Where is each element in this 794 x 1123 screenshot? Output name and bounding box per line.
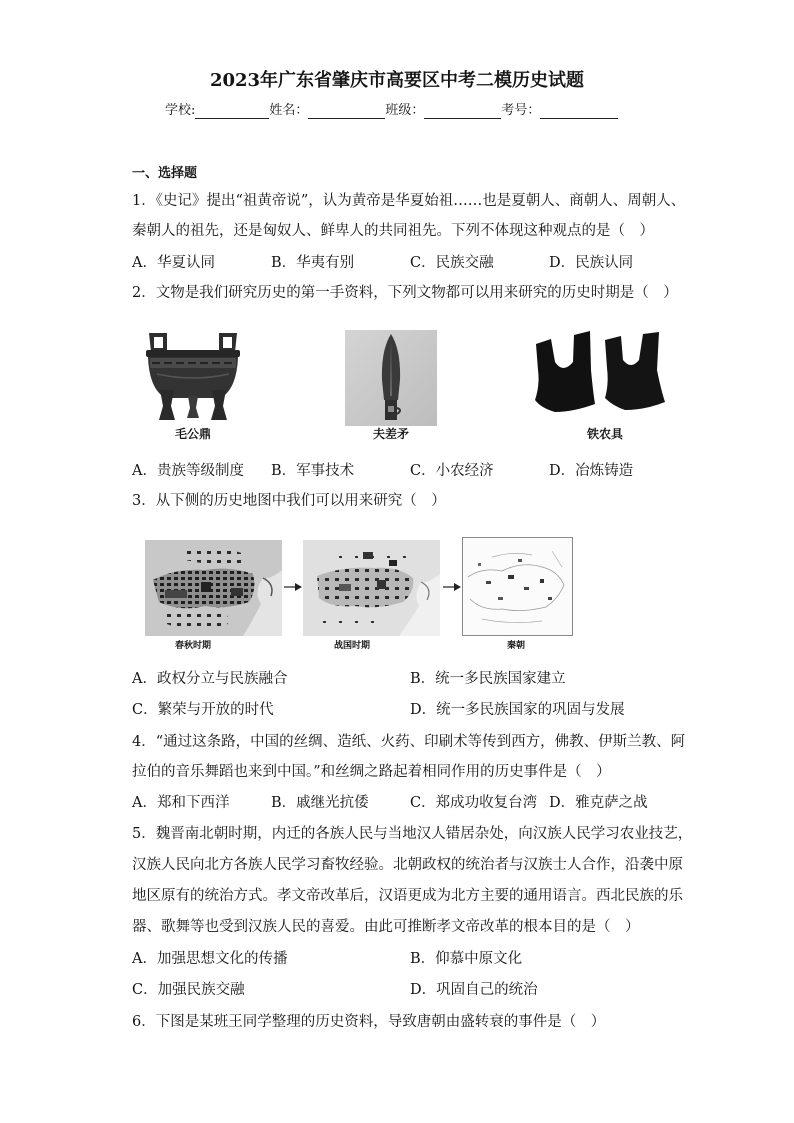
q4-option-d[interactable]: D．雅克萨之战 bbox=[549, 795, 648, 811]
q1-option-c[interactable]: C．民族交融 bbox=[410, 255, 494, 271]
question-1-line-1: 1．《史记》提出“祖黄帝说”，认为黄帝是华夏始祖……也是夏朝人、商朝人、周朝人、 bbox=[132, 193, 686, 209]
q2-option-d[interactable]: D．冶炼铸造 bbox=[549, 463, 634, 479]
class-blank[interactable] bbox=[424, 104, 501, 119]
question-4-line-1: 4．“通过这条路，中国的丝绸、造纸、火药、印刷术等传到西方，佛教、伊斯兰教、阿 bbox=[132, 734, 686, 750]
qin-dynasty-map bbox=[462, 537, 573, 636]
question-5-line-2: 汉族人民向北方各族人民学习畜牧经验。北朝政权的统治者与汉族士人合作，沿袭中原 bbox=[132, 857, 683, 873]
q2-option-b[interactable]: B．军事技术 bbox=[271, 463, 355, 479]
section-heading: 一、选择题 bbox=[132, 166, 198, 181]
mao-gong-ding-image bbox=[143, 330, 243, 422]
school-label: 学校: bbox=[165, 103, 196, 118]
arrow-right-icon bbox=[442, 581, 462, 593]
exam-no-label: 考号： bbox=[501, 103, 541, 118]
fu-chai-spear-caption: 夫差矛 bbox=[372, 427, 409, 441]
spring-autumn-map bbox=[145, 540, 282, 636]
q1-option-a[interactable]: A．华夏认同 bbox=[132, 255, 215, 271]
q5-option-c[interactable]: C．加强民族交融 bbox=[132, 982, 245, 998]
qin-dynasty-caption: 秦朝 bbox=[506, 641, 525, 651]
warring-states-map bbox=[303, 540, 440, 636]
name-blank[interactable] bbox=[308, 104, 385, 119]
class-label: 班级： bbox=[385, 103, 425, 118]
question-2-line-1: 2．文物是我们研究历史的第一手资料，下列文物都可以用来研究的历史时期是（ ） bbox=[132, 285, 678, 301]
q4-option-c[interactable]: C．郑成功收复台湾 bbox=[410, 795, 538, 811]
q5-option-d[interactable]: D．巩固自己的统治 bbox=[410, 982, 538, 998]
mao-gong-ding-caption: 毛公鼎 bbox=[174, 427, 211, 441]
q2-option-a[interactable]: A．贵族等级制度 bbox=[132, 463, 244, 479]
q5-option-b[interactable]: B．仰慕中原文化 bbox=[410, 951, 523, 967]
question-4-line-2: 拉伯的音乐舞蹈也来到中国。”和丝绸之路起着相同作用的历史事件是（ ） bbox=[132, 764, 611, 780]
q1-option-d[interactable]: D．民族认同 bbox=[549, 255, 634, 271]
question-3-line-1: 3．从下侧的历史地图中我们可以用来研究（ ） bbox=[132, 493, 446, 509]
q4-option-a[interactable]: A．郑和下西洋 bbox=[132, 795, 230, 811]
q2-option-c[interactable]: C．小农经济 bbox=[410, 463, 494, 479]
question-1-line-2: 秦朝人的祖先，还是匈奴人、鲜卑人的共同祖先。下列不体现这种观点的是（ ） bbox=[132, 223, 654, 239]
q3-option-a[interactable]: A．政权分立与民族融合 bbox=[132, 671, 288, 687]
warring-states-caption: 战国时期 bbox=[333, 641, 370, 651]
question-5-line-4: 器、歌舞等也受到汉族人民的喜爱。由此可推断孝文帝改革的根本目的是（ ） bbox=[132, 919, 640, 935]
iron-farm-tools-caption: 铁农具 bbox=[586, 427, 623, 441]
q4-option-b[interactable]: B．戚继光抗倭 bbox=[271, 795, 369, 811]
question-6-line-1: 6．下图是某班王同学整理的历史资料，导致唐朝由盛转衰的事件是（ ） bbox=[132, 1014, 606, 1030]
fu-chai-spear-image bbox=[345, 330, 437, 426]
arrow-right-icon bbox=[283, 581, 303, 593]
q3-option-c[interactable]: C．繁荣与开放的时代 bbox=[132, 702, 274, 718]
exam-no-blank[interactable] bbox=[540, 104, 618, 119]
school-blank[interactable] bbox=[195, 104, 269, 119]
question-5-line-1: 5．魏晋南北朝时期，内迁的各族人民与当地汉人错居杂处，向汉族人民学习农业技艺， bbox=[132, 826, 693, 842]
spring-autumn-caption: 春秋时期 bbox=[174, 641, 211, 651]
student-info-row bbox=[165, 103, 618, 119]
name-label: 姓名： bbox=[269, 103, 309, 118]
page-title: 2023年广东省肇庆市高要区中考二模历史试题 bbox=[209, 70, 585, 91]
question-5-line-3: 地区原有的统治方式。孝文帝改革后，汉语更成为北方主要的通用语言。西北民族的乐 bbox=[132, 888, 683, 904]
q1-option-b[interactable]: B．华夷有别 bbox=[271, 255, 355, 271]
q5-option-a[interactable]: A．加强思想文化的传播 bbox=[132, 951, 288, 967]
q3-option-b[interactable]: B．统一多民族国家建立 bbox=[410, 671, 566, 687]
q3-option-d[interactable]: D．统一多民族国家的巩固与发展 bbox=[410, 702, 625, 718]
iron-farm-tools-image bbox=[533, 330, 667, 414]
